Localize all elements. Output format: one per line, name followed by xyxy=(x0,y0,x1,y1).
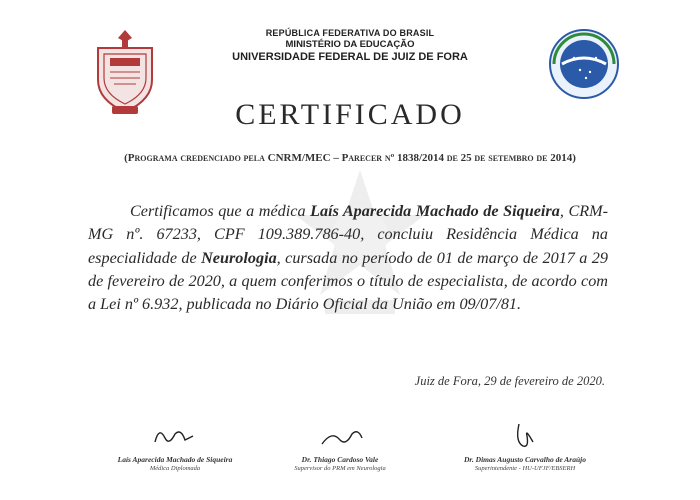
signatory-role: Médica Diplomada xyxy=(149,465,201,472)
signatory-role: Superintendente - HU-UFJF/EBSERH xyxy=(474,465,576,472)
issuer-header xyxy=(200,28,500,63)
handwritten-signature xyxy=(135,422,215,450)
certificate-title: CERTIFICADO xyxy=(235,98,465,131)
accreditation-note: (Programa credenciado pela CNRM/MEC – Parecer nº 1838/2014 de 25 de setembro de 2014) xyxy=(124,152,576,164)
certificate-body xyxy=(88,200,608,316)
handwritten-signature xyxy=(485,422,565,450)
brazil-republic-seal xyxy=(548,28,620,100)
body-credentials: , CRM-MG nº. 67233, CPF 109.389.786-40, concluiu Residência Médica na especialidade de xyxy=(88,202,609,267)
body-intro: Certificamos que a médica xyxy=(130,202,311,220)
signatory-name: Dr. Dimas Augusto Carvalho de Araújo xyxy=(464,455,586,464)
signatory-name: Laís Aparecida Machado de Siqueira xyxy=(117,455,233,464)
handwritten-signature xyxy=(300,422,380,450)
republic-name: REPÚBLICA FEDERATIVA DO BRASIL xyxy=(265,28,435,38)
signature-graduate xyxy=(110,422,240,472)
signatory-role: Supervisor do PRM em Neurologia xyxy=(294,465,386,472)
signatory-name: Dr. Thiago Cardoso Vale xyxy=(301,455,379,464)
university-name: UNIVERSIDADE FEDERAL DE JUIZ DE FORA xyxy=(232,51,468,63)
body-details: , cursada no período de 01 de março de 2017 a 29 de fevereiro de 2020, a quem conferimos o título de especialista, de acordo com a Lei nº 6.932, publicada no Diário Oficial da União em 09/07/81. xyxy=(88,248,608,314)
signature-superintendent xyxy=(440,422,610,472)
specialty-name: Neurologia xyxy=(201,248,277,267)
ministry-name: MINISTÉRIO DA EDUCAÇÃO xyxy=(285,39,415,50)
signature-supervisor xyxy=(270,422,410,472)
issue-date-line: Juiz de Fora, 29 de fevereiro de 2020. xyxy=(414,374,605,388)
recipient-name: Laís Aparecida Machado de Siqueira xyxy=(310,202,560,220)
